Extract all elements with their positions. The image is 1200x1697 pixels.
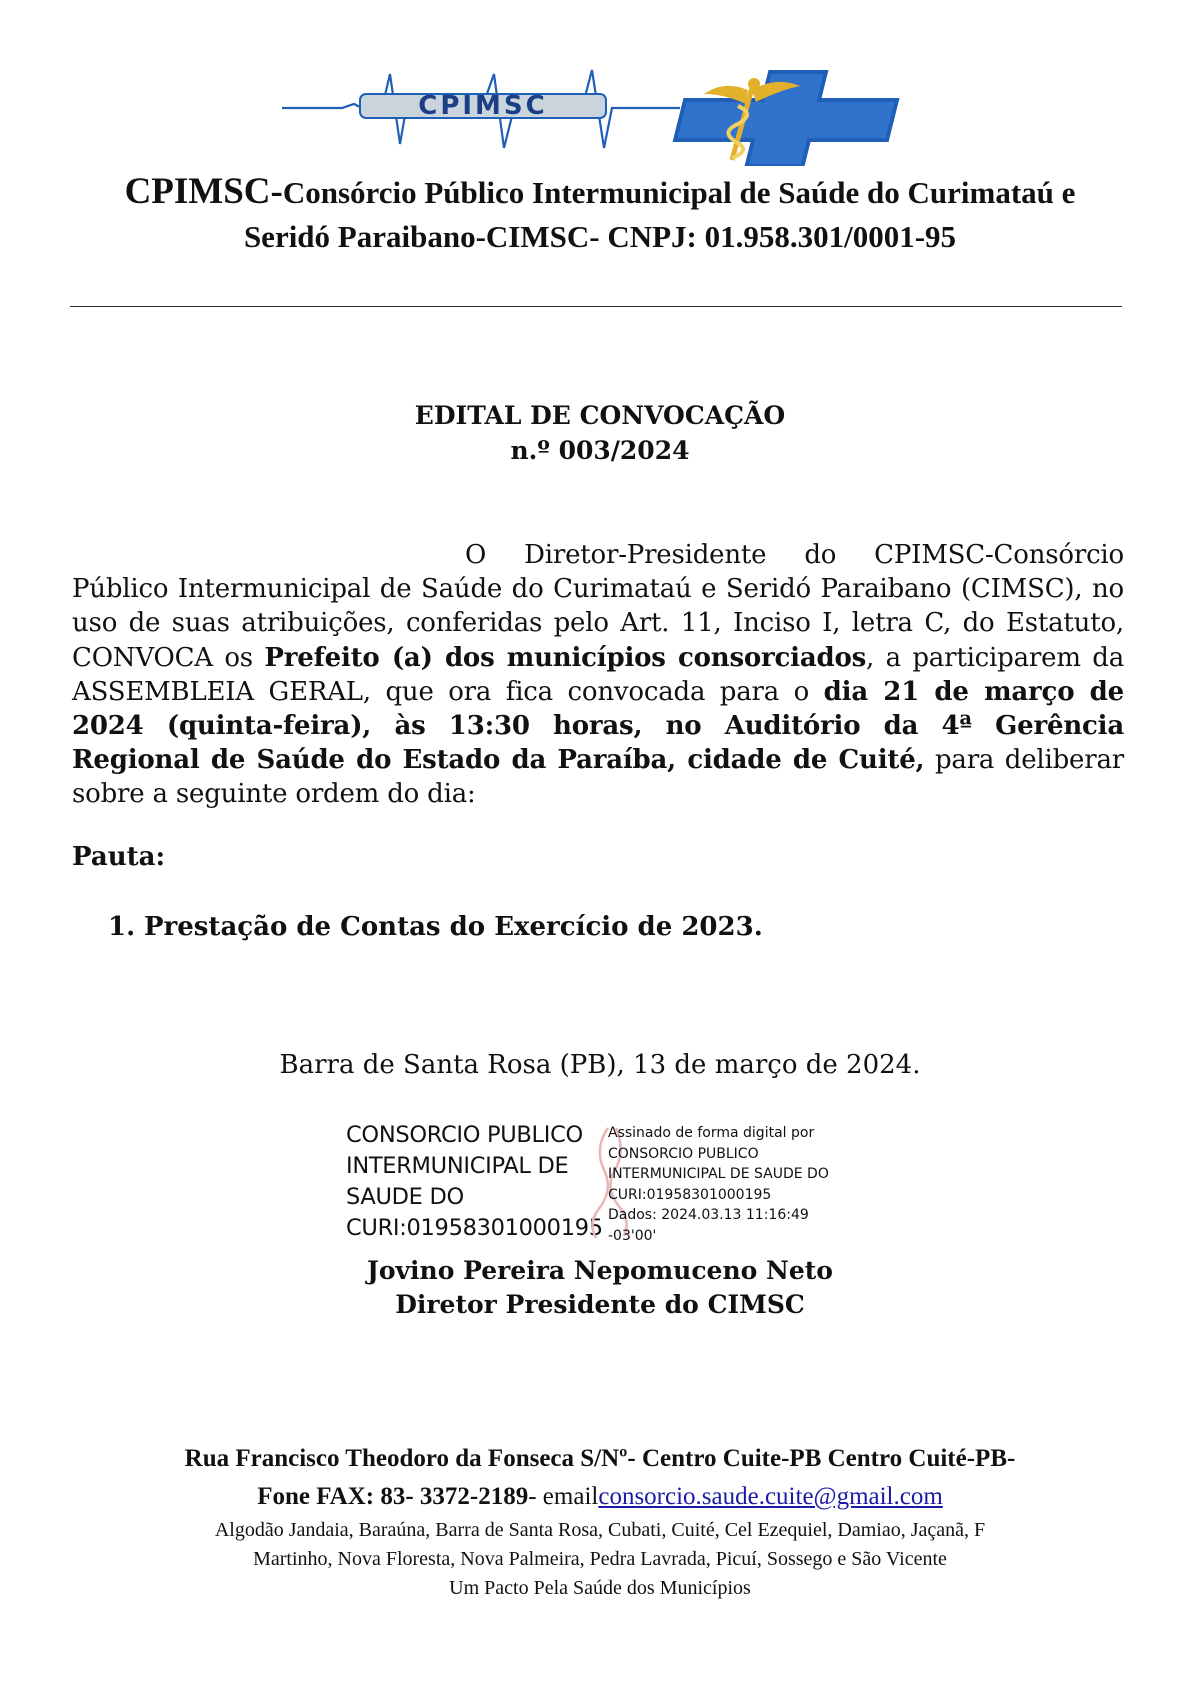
meeting-date-place: dia 21 de março de 2024 (quinta-feira), às 13:30 horas, no Auditório da 4ª Gerência Regional de Saúde do Estado da Paraíba, cidade de Cuité, [72, 676, 1124, 776]
footer-address: Rua Francisco Theodoro da Fonseca S/Nº- Centro Cuite-PB Centro Cuité-PB- [184, 1445, 1016, 1472]
organization-title-line2: Seridó Paraibano-CIMSC- CNPJ: 01.958.301/0001-95 [243, 219, 957, 254]
footer-email-link[interactable]: consorcio.saude.cuite@gmail.com [598, 1483, 943, 1510]
digital-signature-details: Assinado de forma digital por CONSORCIO PUBLICO INTERMUNICIPAL DE SAUDE DO CURI:01958301000195 Dados: 2024.03.13 11:16:49 -03'00' [608, 1125, 829, 1244]
signer-name: Jovino Pereira Nepomuceno Neto [367, 1256, 833, 1285]
convocation-paragraph: O Diretor-Presidente do CPIMSC-Consórcio Público Intermunicipal de Saúde do Curimataú e Seridó Paraibano (CIMSC), no uso de suas atribuições, conferidas pelo Art. 11, Inciso I, letra C, do Estatuto, CONVOCA os Prefeito (a) dos municípios consorciados, a participarem da ASSEMBLEIA GERAL, que ora fica convocada para o dia 21 de março de 2024 (quinta-feira), às 13:30 horas, no Auditório da 4ª Gerência Regional de Saúde do Estado da Paraíba, cidade de Cuité, para deliberar sobre a seguinte ordem do dia: [72, 540, 1125, 810]
agenda-item: 1. Prestação de Contas do Exercício de 2023. [108, 912, 763, 942]
header-divider [70, 306, 1122, 307]
signer-role: Diretor Presidente do CIMSC [395, 1290, 805, 1319]
edital-title: EDITAL DE CONVOCAÇÃO [414, 401, 786, 430]
agenda-list [108, 912, 763, 942]
convocation-addressees: Prefeito (a) dos municípios consorciados [264, 642, 867, 673]
place-date: Barra de Santa Rosa (PB), 13 de março de 2024. [279, 1050, 921, 1080]
organization-title-line1: CPIMSC-Consórcio Público Intermunicipal de Saúde do Curimataú e [124, 171, 1076, 212]
agenda-label: Pauta: [72, 842, 166, 872]
edital-number: n.º 003/2024 [510, 436, 690, 465]
signer-block [0, 1254, 1200, 1322]
footer-slogan: Um Pacto Pela Saúde dos Municípios [449, 1577, 751, 1599]
page-footer [60, 1440, 1140, 1603]
digital-signature-name: CONSORCIO PUBLICO INTERMUNICIPAL DE SAUDE DO CURI:01958301000195 [346, 1122, 603, 1241]
footer-contact: Fone FAX: 83- 3372-2189- emailconsorcio.saude.cuite@gmail.com [257, 1483, 943, 1510]
footer-phone: Fone FAX: 83- 3372-2189 [257, 1483, 529, 1510]
organization-title [60, 170, 1140, 259]
cpimsc-logo [282, 64, 912, 166]
footer-towns-line1: Algodão Jandaia, Baraúna, Barra de Santa Rosa, Cubati, Cuité, Cel Ezequiel, Damiao, Jaçanã, F [214, 1519, 986, 1541]
footer-towns-line2: Martinho, Nova Floresta, Nova Palmeira, Pedra Lavrada, Picuí, Sossego e São Vicente [253, 1548, 947, 1570]
logo-wordmark: CPIMSC [418, 91, 548, 121]
organization-acronym: CPIMSC- [124, 171, 283, 212]
edital-heading [0, 398, 1200, 468]
